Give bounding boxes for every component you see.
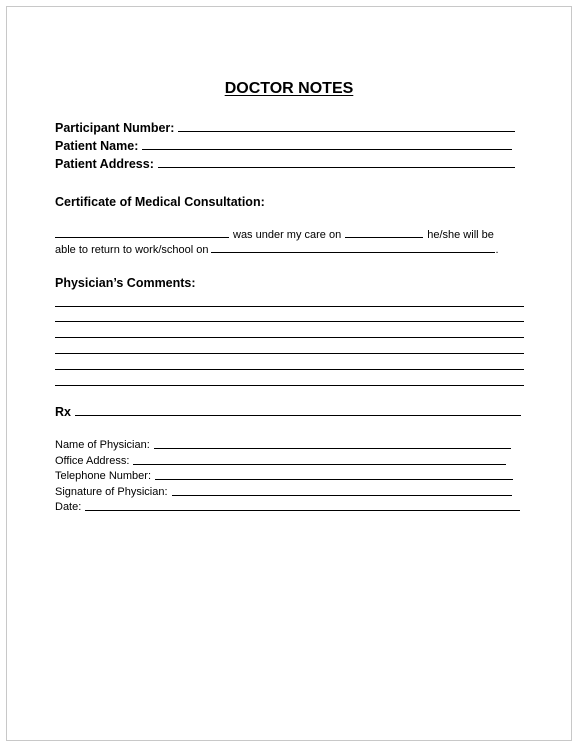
- date-label: Date:: [55, 501, 82, 513]
- telephone-number-line[interactable]: [155, 479, 513, 480]
- document-page: [6, 6, 572, 741]
- telephone-number-label: Telephone Number:: [55, 470, 152, 482]
- rx-label: Rx: [55, 405, 71, 419]
- date-line[interactable]: [85, 510, 520, 511]
- comment-line[interactable]: [55, 337, 524, 338]
- date-field[interactable]: [55, 501, 520, 513]
- participant-number-line[interactable]: [178, 131, 515, 132]
- certificate-return-date-blank[interactable]: [211, 252, 495, 253]
- document-title: DOCTOR NOTES: [224, 80, 354, 97]
- rx-line[interactable]: [75, 415, 521, 416]
- certificate-text-1: was under my care on: [233, 229, 342, 241]
- comments-heading: Physician’s Comments:: [55, 276, 196, 290]
- patient-address-line[interactable]: [158, 167, 515, 168]
- physician-signature-field[interactable]: [55, 486, 512, 498]
- comment-line[interactable]: [55, 369, 524, 370]
- participant-number-field[interactable]: [55, 121, 515, 135]
- physician-name-field[interactable]: [55, 439, 511, 451]
- certificate-line-2: [55, 244, 499, 256]
- patient-address-label: Patient Address:: [55, 157, 154, 171]
- office-address-line[interactable]: [133, 464, 506, 465]
- patient-name-label: Patient Name:: [55, 139, 139, 153]
- physician-signature-label: Signature of Physician:: [55, 486, 168, 498]
- physician-signature-line[interactable]: [172, 495, 512, 496]
- comment-line[interactable]: [55, 306, 524, 307]
- physician-name-label: Name of Physician:: [55, 439, 150, 451]
- certificate-text-2: he/she will be: [427, 229, 494, 241]
- certificate-text-3: able to return to work/school on: [55, 244, 209, 256]
- comment-line[interactable]: [55, 385, 524, 386]
- certificate-heading: Certificate of Medical Consultation:: [55, 195, 265, 209]
- certificate-period: .: [495, 244, 499, 256]
- patient-address-field[interactable]: [55, 157, 515, 171]
- office-address-label: Office Address:: [55, 455, 130, 467]
- patient-name-field[interactable]: [55, 139, 512, 153]
- office-address-field[interactable]: [55, 455, 506, 467]
- participant-number-label: Participant Number:: [55, 121, 175, 135]
- comment-line[interactable]: [55, 353, 524, 354]
- certificate-line-1: [55, 229, 494, 241]
- physician-name-line[interactable]: [154, 448, 511, 449]
- comment-line[interactable]: [55, 321, 524, 322]
- certificate-name-blank[interactable]: [55, 237, 229, 238]
- certificate-date-blank[interactable]: [345, 237, 423, 238]
- rx-field[interactable]: [55, 405, 521, 419]
- patient-name-line[interactable]: [142, 149, 512, 150]
- telephone-number-field[interactable]: [55, 470, 513, 482]
